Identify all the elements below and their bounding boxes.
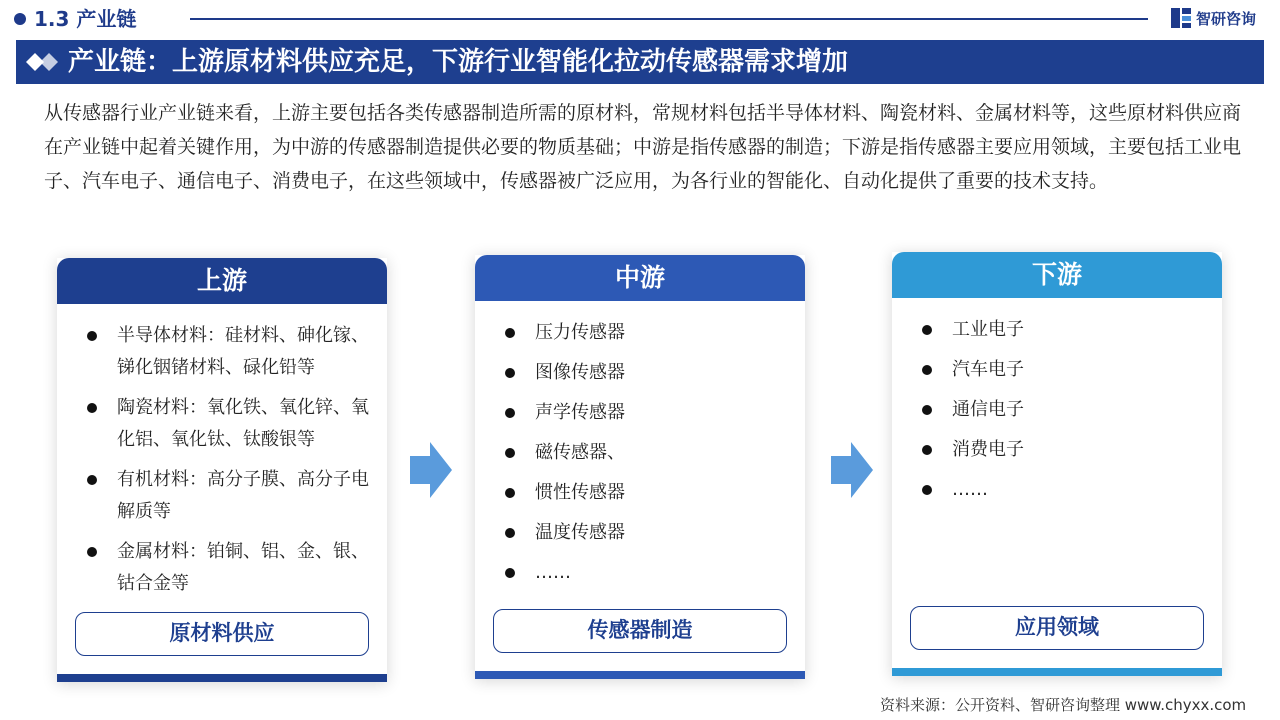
upstream-header: 上游 bbox=[57, 258, 387, 304]
bullet-icon bbox=[505, 368, 515, 378]
upstream-list bbox=[87, 320, 377, 600]
bullet-icon bbox=[922, 325, 932, 335]
right-arrow-icon bbox=[831, 442, 873, 498]
list-item: 陶瓷材料：氧化铁、氧化锌、氧化铝、氧化钛、钛酸银等 bbox=[87, 392, 377, 456]
list-item: 压力传感器 bbox=[505, 313, 795, 353]
list-item: …… bbox=[922, 470, 1212, 510]
list-item: 半导体材料：硅材料、砷化镓、锑化铟锗材料、碌化铅等 bbox=[87, 320, 377, 384]
downstream-label: 应用领域 bbox=[910, 606, 1204, 650]
upstream-label: 原材料供应 bbox=[75, 612, 369, 656]
bullet-icon bbox=[505, 448, 515, 458]
diamond-bullet-icon bbox=[24, 51, 64, 73]
downstream-list bbox=[922, 310, 1212, 510]
section-header bbox=[0, 0, 1280, 38]
downstream-header: 下游 bbox=[892, 252, 1222, 298]
section-divider bbox=[190, 18, 1148, 20]
banner-title: 产业链：上游原材料供应充足，下游行业智能化拉动传感器需求增加 bbox=[68, 47, 849, 77]
bullet-icon bbox=[87, 475, 97, 485]
bullet-icon bbox=[922, 365, 932, 375]
upstream-footer-bar bbox=[57, 674, 387, 682]
midstream-footer-bar bbox=[475, 671, 805, 679]
bullet-icon bbox=[87, 403, 97, 413]
list-item: 图像传感器 bbox=[505, 353, 795, 393]
bullet-icon bbox=[922, 485, 932, 495]
list-item: 磁传感器、 bbox=[505, 433, 795, 473]
bullet-icon bbox=[87, 331, 97, 341]
downstream-footer-bar bbox=[892, 668, 1222, 676]
downstream-card bbox=[892, 252, 1222, 676]
midstream-card bbox=[475, 255, 805, 679]
list-item: 消费电子 bbox=[922, 430, 1212, 470]
bullet-icon bbox=[505, 408, 515, 418]
bullet-icon bbox=[922, 405, 932, 415]
bullet-icon bbox=[505, 528, 515, 538]
bullet-icon bbox=[87, 547, 97, 557]
midstream-label: 传感器制造 bbox=[493, 609, 787, 653]
list-item: 汽车电子 bbox=[922, 350, 1212, 390]
bullet-icon bbox=[505, 488, 515, 498]
midstream-header: 中游 bbox=[475, 255, 805, 301]
bullet-icon bbox=[505, 328, 515, 338]
upstream-card bbox=[57, 258, 387, 682]
section-dot-icon bbox=[14, 13, 26, 25]
section-title: 1.3 产业链 bbox=[34, 7, 137, 31]
list-item: 金属材料：铂铜、铝、金、银、钴合金等 bbox=[87, 536, 377, 600]
midstream-list bbox=[505, 313, 795, 593]
right-arrow-icon bbox=[410, 442, 452, 498]
title-banner bbox=[16, 40, 1264, 84]
bullet-icon bbox=[922, 445, 932, 455]
brand-logo-text: 智研咨询 bbox=[1196, 9, 1257, 28]
list-item: …… bbox=[505, 553, 795, 593]
list-item: 通信电子 bbox=[922, 390, 1212, 430]
list-item: 有机材料：高分子膜、高分子电解质等 bbox=[87, 464, 377, 528]
intro-paragraph: 从传感器行业产业链来看，上游主要包括各类传感器制造所需的原材料，常规材料包括半导体材料、陶瓷材料、金属材料等，这些原材料供应商在产业链中起着关键作用，为中游的传感器制造提供必要的物质基础；中游是指传感器的制造；下游是指传感器主要应用领域，主要包括工业电子、汽车电子、通信电子、消费电子，在这些领域中，传感器被广泛应用，为各行业的智能化、自动化提供了重要的技术支持。 bbox=[44, 102, 1242, 192]
list-item: 工业电子 bbox=[922, 310, 1212, 350]
bullet-icon bbox=[505, 568, 515, 578]
list-item: 温度传感器 bbox=[505, 513, 795, 553]
list-item: 惯性传感器 bbox=[505, 473, 795, 513]
source-note: 资料来源：公开资料、智研咨询整理 www.chyxx.com bbox=[880, 696, 1247, 714]
list-item: 声学传感器 bbox=[505, 393, 795, 433]
brand-logo-icon bbox=[1170, 7, 1192, 29]
brand-logo bbox=[1170, 7, 1256, 29]
